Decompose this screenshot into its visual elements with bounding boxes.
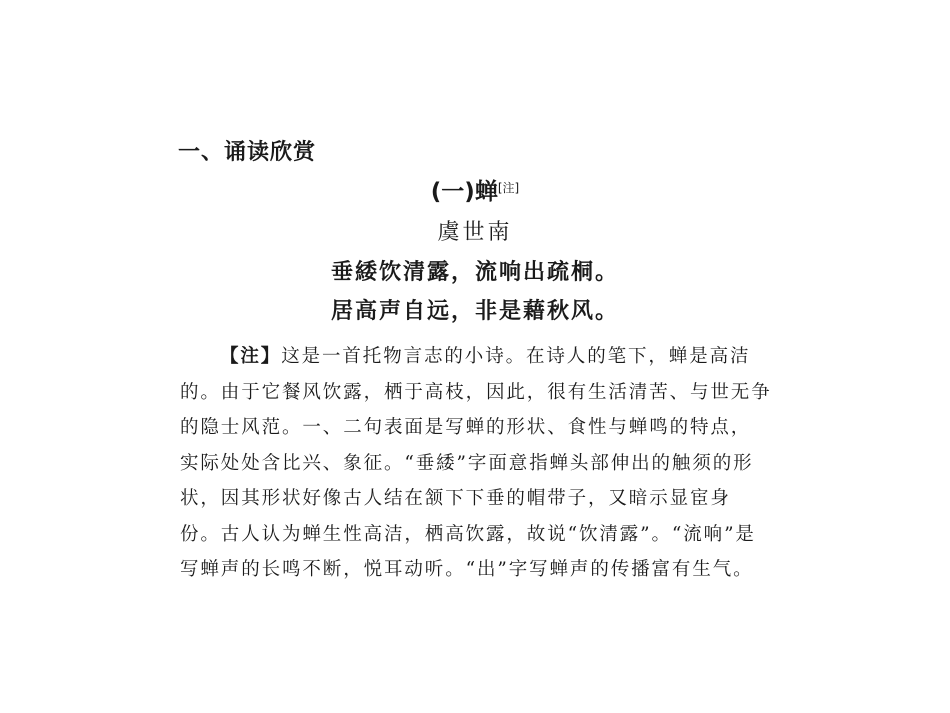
poem-title-text: (一)蝉 <box>430 179 498 205</box>
poem-line-1: 垂緌饮清露，流响出疏桐。 <box>330 259 619 285</box>
annotation-paragraph <box>180 339 780 588</box>
annotation-line-6: 份。古人认为蝉生性高洁，栖高饮露，故说“饮清露”。“流响”是 <box>180 523 756 545</box>
note-marker: [注] <box>497 181 520 195</box>
annotation-label: 【注】 <box>220 346 282 367</box>
section-heading: 一、诵读欣赏 <box>178 140 317 165</box>
annotation-line-1 <box>180 339 780 375</box>
annotation-line-3: 的隐士风范。一、二句表面是写蝉的形状、食性与蝉鸣的特点， <box>180 417 752 438</box>
annotation-line-4: 实际处处含比兴、象征。“垂緌”字面意指蝉头部伸出的触须的形 <box>180 452 754 474</box>
poem-line-2: 居高声自远，非是藉秋风。 <box>330 298 619 324</box>
annotation-line-2: 的。由于它餐风饮露，栖于高枝，因此，很有生活清苦、与世无争 <box>180 381 772 403</box>
poem-title <box>0 176 950 208</box>
annotation-line-5: 状，因其形状好像古人结在颔下下垂的帽带子，又暗示显宦身 <box>180 488 731 509</box>
annotation-line-7: 写蝉声的长鸣不断，悦耳动听。“出”字写蝉声的传播富有生气。 <box>180 559 754 580</box>
annotation-text: 这是一首托物言志的小诗。在诗人的笔下，蝉是高洁 <box>281 346 751 367</box>
poem-author: 虞世南 <box>437 220 513 245</box>
